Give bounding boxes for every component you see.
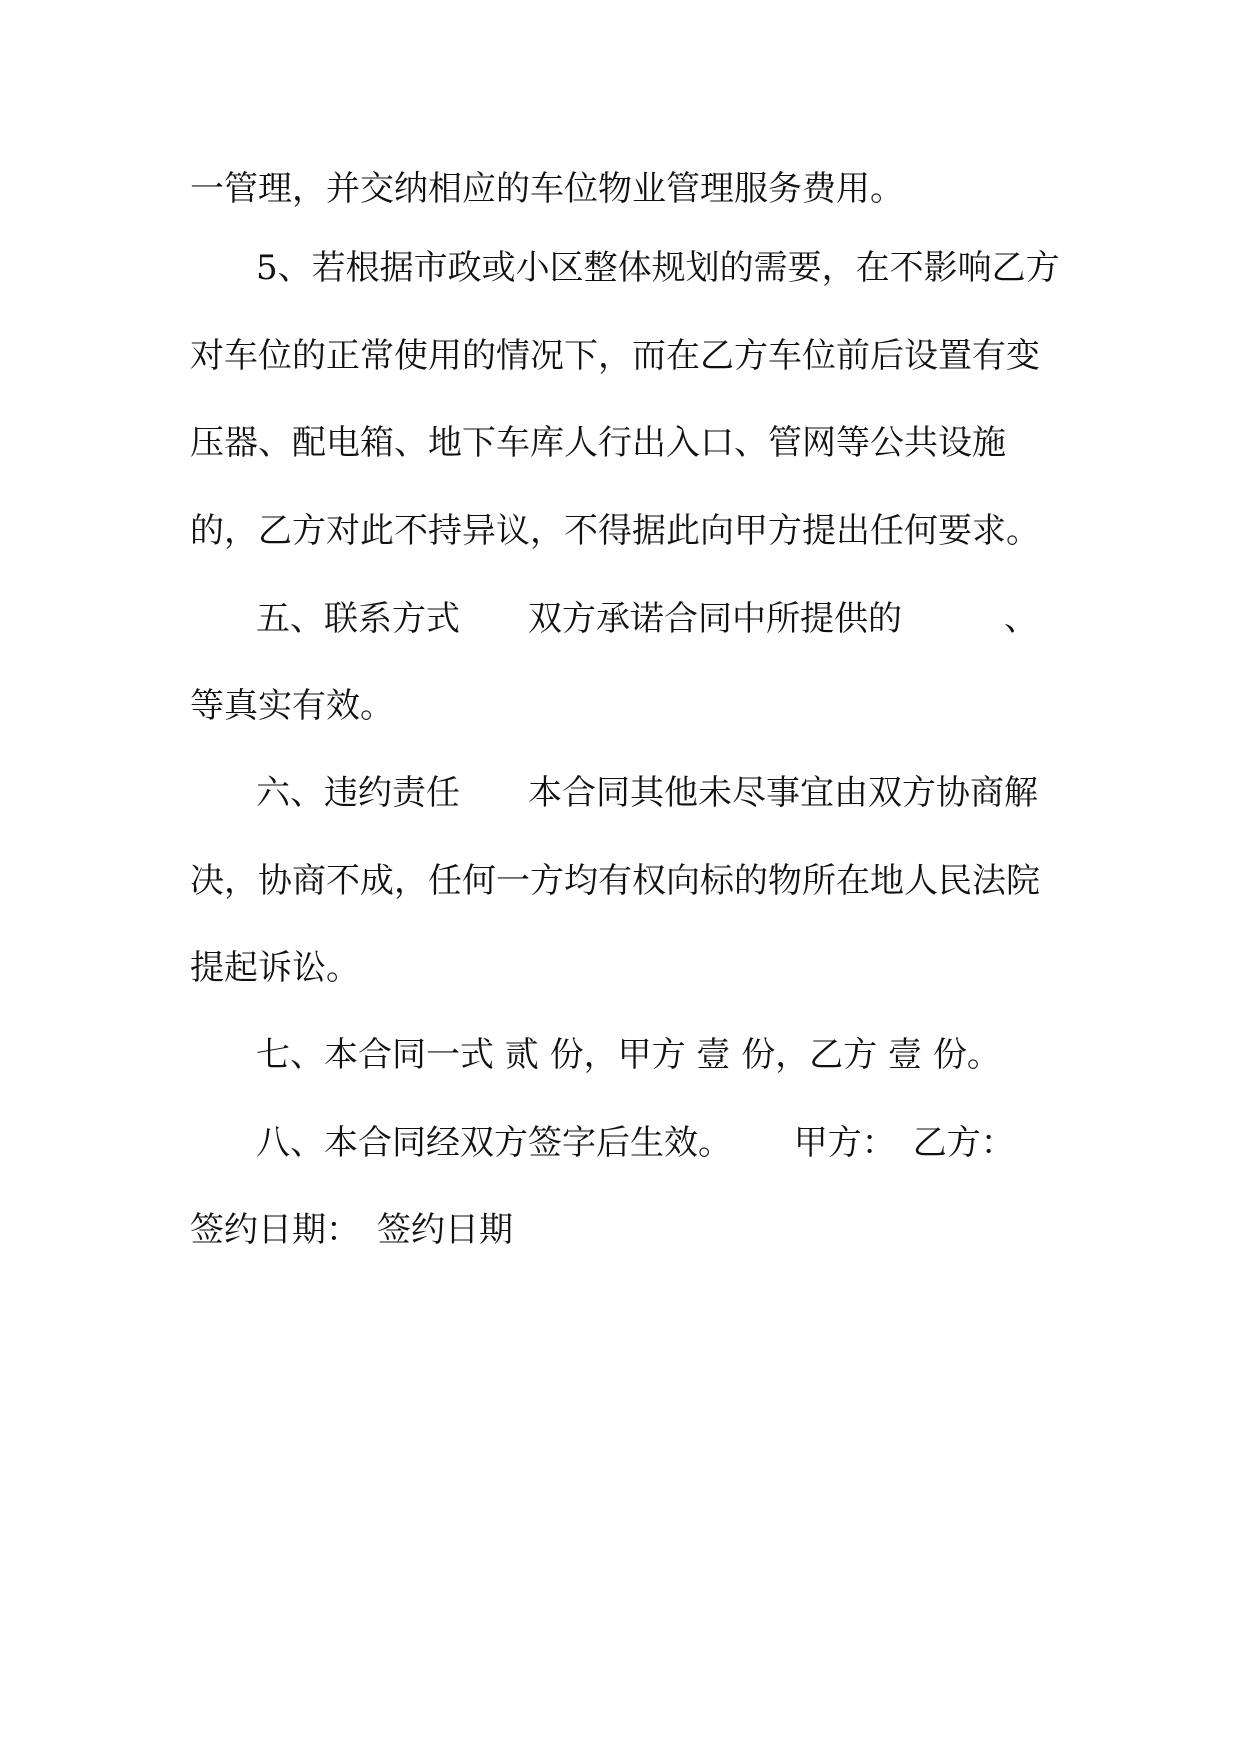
section-copies-clause: 七、本合同一式 贰 份，甲方 壹 份，乙方 壹 份。 — [256, 1035, 1001, 1075]
section-effective-clause: 八、本合同经双方签字后生效。 甲方： 乙方： — [256, 1123, 1015, 1163]
paragraph-line-litigation: 提起诉讼。 — [190, 948, 360, 988]
paragraph-line-planning-clause: 5、若根据市政或小区整体规划的需要，在不影响乙方 — [256, 248, 1060, 288]
paragraph-line-public-facilities: 压器、配电箱、地下车库人行出入口、管网等公共设施 — [190, 423, 1006, 463]
signature-date-line: 签约日期： 签约日期 — [190, 1210, 513, 1250]
paragraph-line-dispute-resolution: 决，协商不成，任何一方均有权向标的物所在地人民法院 — [190, 861, 1040, 901]
paragraph-line-contact-valid: 等真实有效。 — [190, 686, 394, 726]
section-liability-heading: 六、违约责任 本合同其他未尽事宜由双方协商解 — [256, 773, 1038, 813]
paragraph-line-no-objection: 的，乙方对此不持异议，不得据此向甲方提出任何要求。 — [190, 511, 1040, 551]
paragraph-line-management-fee: 一管理，并交纳相应的车位物业管理服务费用。 — [190, 169, 904, 209]
section-contact-heading: 五、联系方式 双方承诺合同中所提供的 、 — [256, 599, 1038, 639]
paragraph-line-parking-usage: 对车位的正常使用的情况下，而在乙方车位前后设置有变 — [190, 336, 1040, 376]
